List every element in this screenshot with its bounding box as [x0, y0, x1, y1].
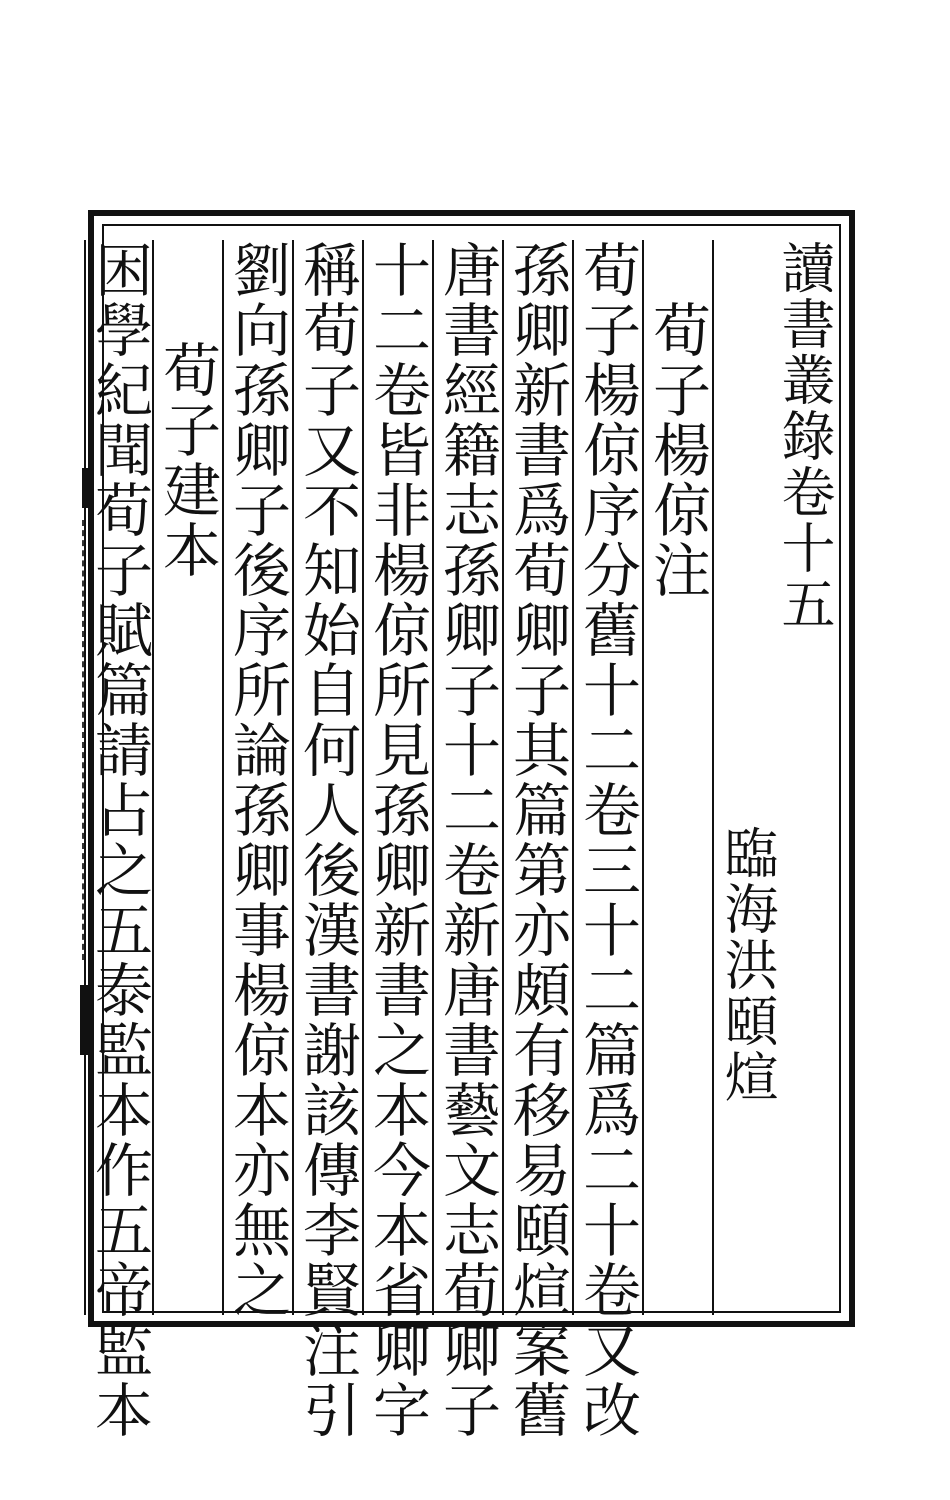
last-line: 困學紀聞荀子賦篇請占之五泰監本作五帝監本 — [85, 240, 153, 1440]
body-column-3 — [432, 240, 502, 1440]
subheading: 荀子建本 — [153, 340, 221, 580]
section-heading-column — [642, 240, 712, 1315]
last-column — [84, 240, 154, 1440]
body-column-1 — [572, 240, 642, 1440]
body-line-5: 稱荀子又不知始自何人後漢書謝該傳李賢注引 — [293, 240, 361, 1440]
subheading-column — [152, 240, 222, 1315]
body-line-2: 孫卿新書爲荀卿子其篇第亦頗有移易頤煊案舊 — [503, 240, 571, 1440]
author-line: 臨海洪頤煊 — [716, 825, 779, 1105]
body-line-4: 十二卷皆非楊倞所見孫卿新書之本今本省卿字 — [363, 240, 431, 1440]
title-column — [773, 240, 839, 1315]
text-frame — [85, 210, 855, 1440]
body-column-6 — [222, 240, 292, 1320]
body-column-5 — [292, 240, 362, 1440]
book-title-line: 讀書叢錄卷十五 — [773, 240, 836, 632]
body-column-2 — [502, 240, 572, 1440]
body-line-1: 荀子楊倞序分舊十二卷三十二篇爲二十卷又改 — [573, 240, 641, 1440]
body-line-6: 劉向孫卿子後序所論孫卿事楊倞本亦無之 — [223, 240, 291, 1320]
text-frame-inner — [85, 224, 841, 1440]
body-column-4 — [362, 240, 432, 1440]
section-heading: 荀子楊倞注 — [643, 300, 711, 600]
body-line-3: 唐書經籍志孫卿子十二卷新唐書藝文志荀卿子 — [433, 240, 501, 1440]
author-column — [712, 240, 782, 1315]
